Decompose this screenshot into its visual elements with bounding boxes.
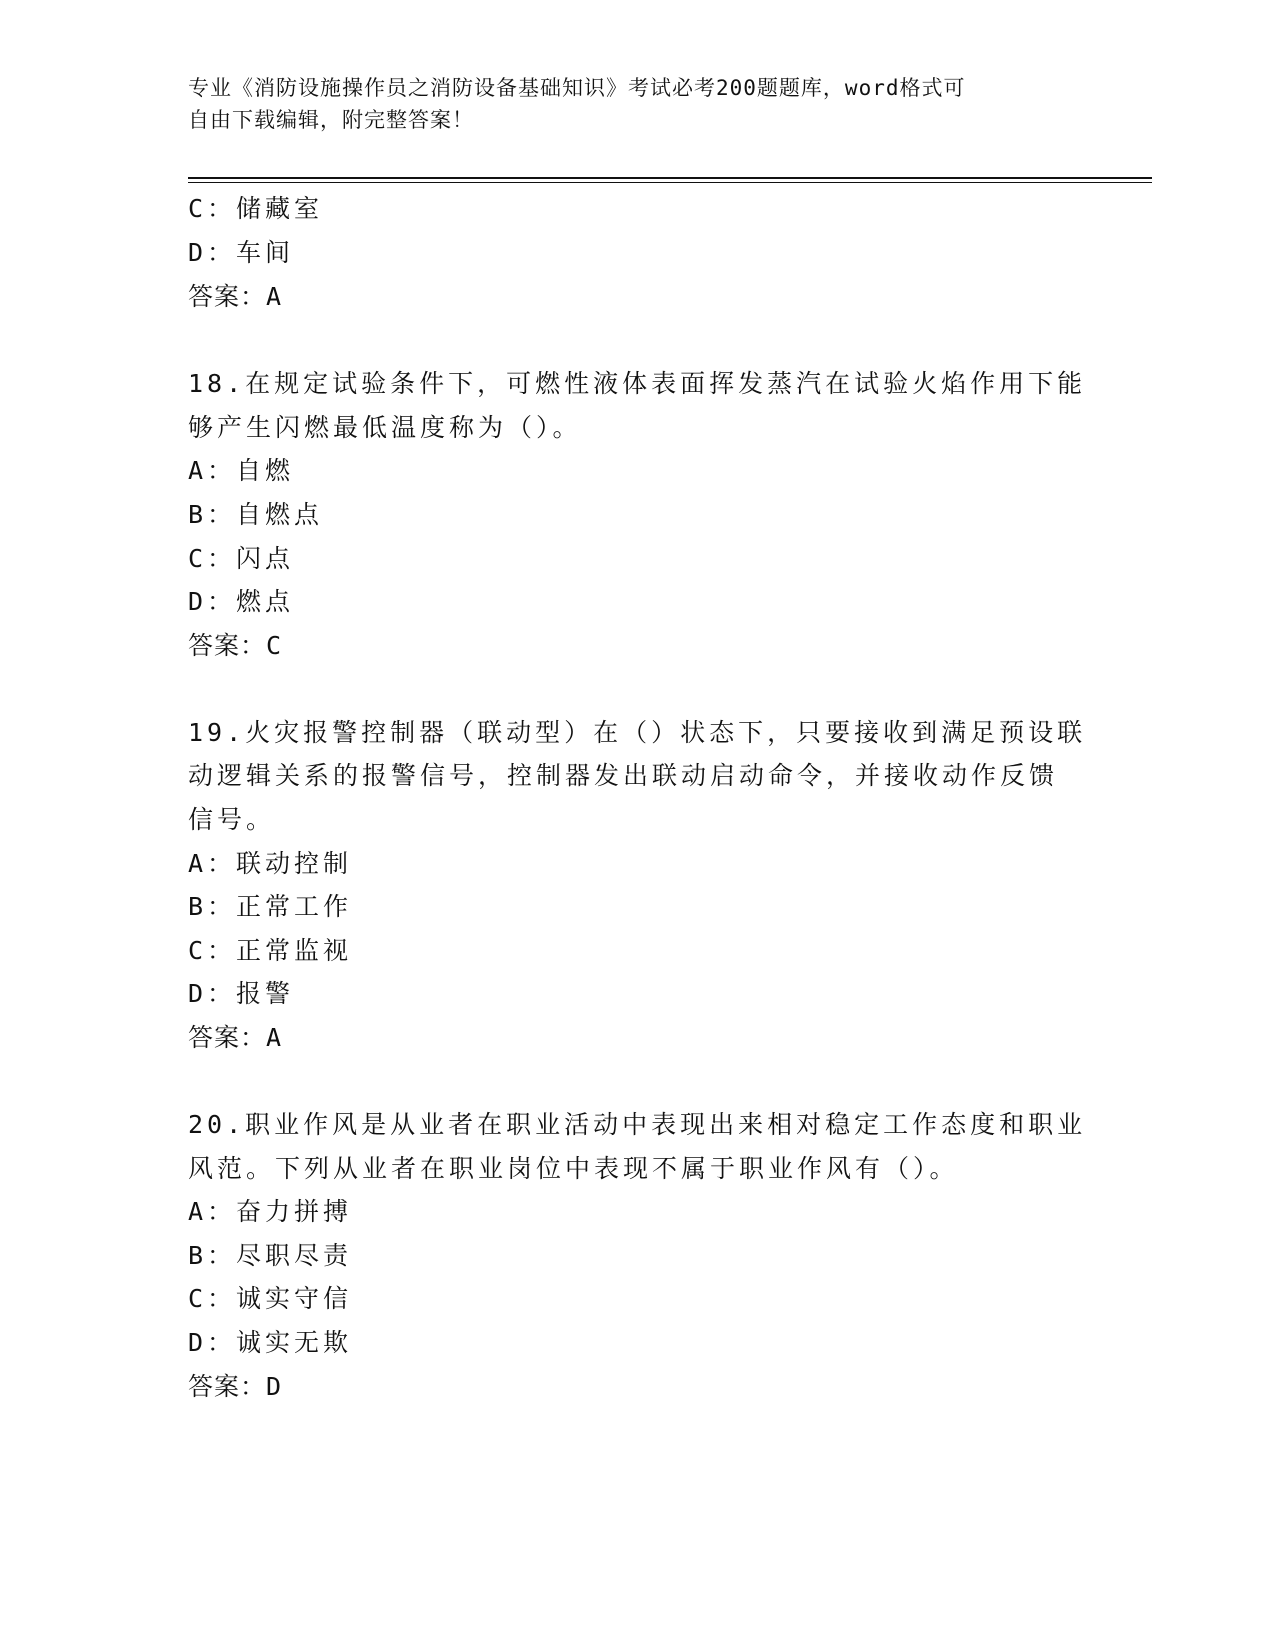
prev-option-d: D：车间 xyxy=(188,238,295,267)
q18-stem-line-1: 18.在规定试验条件下，可燃性液体表面挥发蒸汽在试验火焰作用下能 xyxy=(188,369,1087,398)
q18-option-c: C：闪点 xyxy=(188,544,295,573)
q19-option-c: C：正常监视 xyxy=(188,936,353,965)
prev-option-c: C：储藏室 xyxy=(188,194,324,223)
q20-option-c: C：诚实守信 xyxy=(188,1284,353,1313)
header-line-1: 专业《消防设施操作员之消防设备基础知识》考试必考200题题库，word格式可 xyxy=(188,76,966,100)
q19-stem-line-1: 19.火灾报警控制器（联动型）在（）状态下，只要接收到满足预设联 xyxy=(188,718,1087,747)
q19-stem-line-3: 信号。 xyxy=(188,805,276,834)
q19-answer: 答案：A xyxy=(188,1023,283,1052)
q20-option-a: A：奋力拼搏 xyxy=(188,1197,353,1226)
q19-option-d: D：报警 xyxy=(188,979,295,1008)
q19-option-b: B：正常工作 xyxy=(188,892,353,921)
q20-option-d: D：诚实无欺 xyxy=(188,1328,353,1357)
q18-answer: 答案：C xyxy=(188,631,283,660)
q20-option-b: B：尽职尽责 xyxy=(188,1241,353,1270)
q18-stem-line-2: 够产生闪燃最低温度称为（）。 xyxy=(188,413,582,442)
q19-stem-line-2: 动逻辑关系的报警信号，控制器发出联动启动命令，并接收动作反馈 xyxy=(188,761,1059,790)
header-line-2: 自由下载编辑，附完整答案！ xyxy=(188,108,474,132)
q19-option-a: A：联动控制 xyxy=(188,849,353,878)
q20-stem-line-1: 20.职业作风是从业者在职业活动中表现出来相对稳定工作态度和职业 xyxy=(188,1110,1087,1139)
header-divider-thick xyxy=(188,177,1152,179)
document-header xyxy=(188,72,1068,136)
q18-option-a: A：自燃 xyxy=(188,456,295,485)
q20-stem-line-2: 风范。下列从业者在职业岗位中表现不属于职业作风有（）。 xyxy=(188,1154,959,1183)
q20-answer: 答案：D xyxy=(188,1372,283,1401)
q18-option-b: B：自燃点 xyxy=(188,500,324,529)
q18-option-d: D：燃点 xyxy=(188,587,295,616)
header-divider-thin xyxy=(188,182,1152,183)
prev-answer: 答案：A xyxy=(188,282,283,311)
